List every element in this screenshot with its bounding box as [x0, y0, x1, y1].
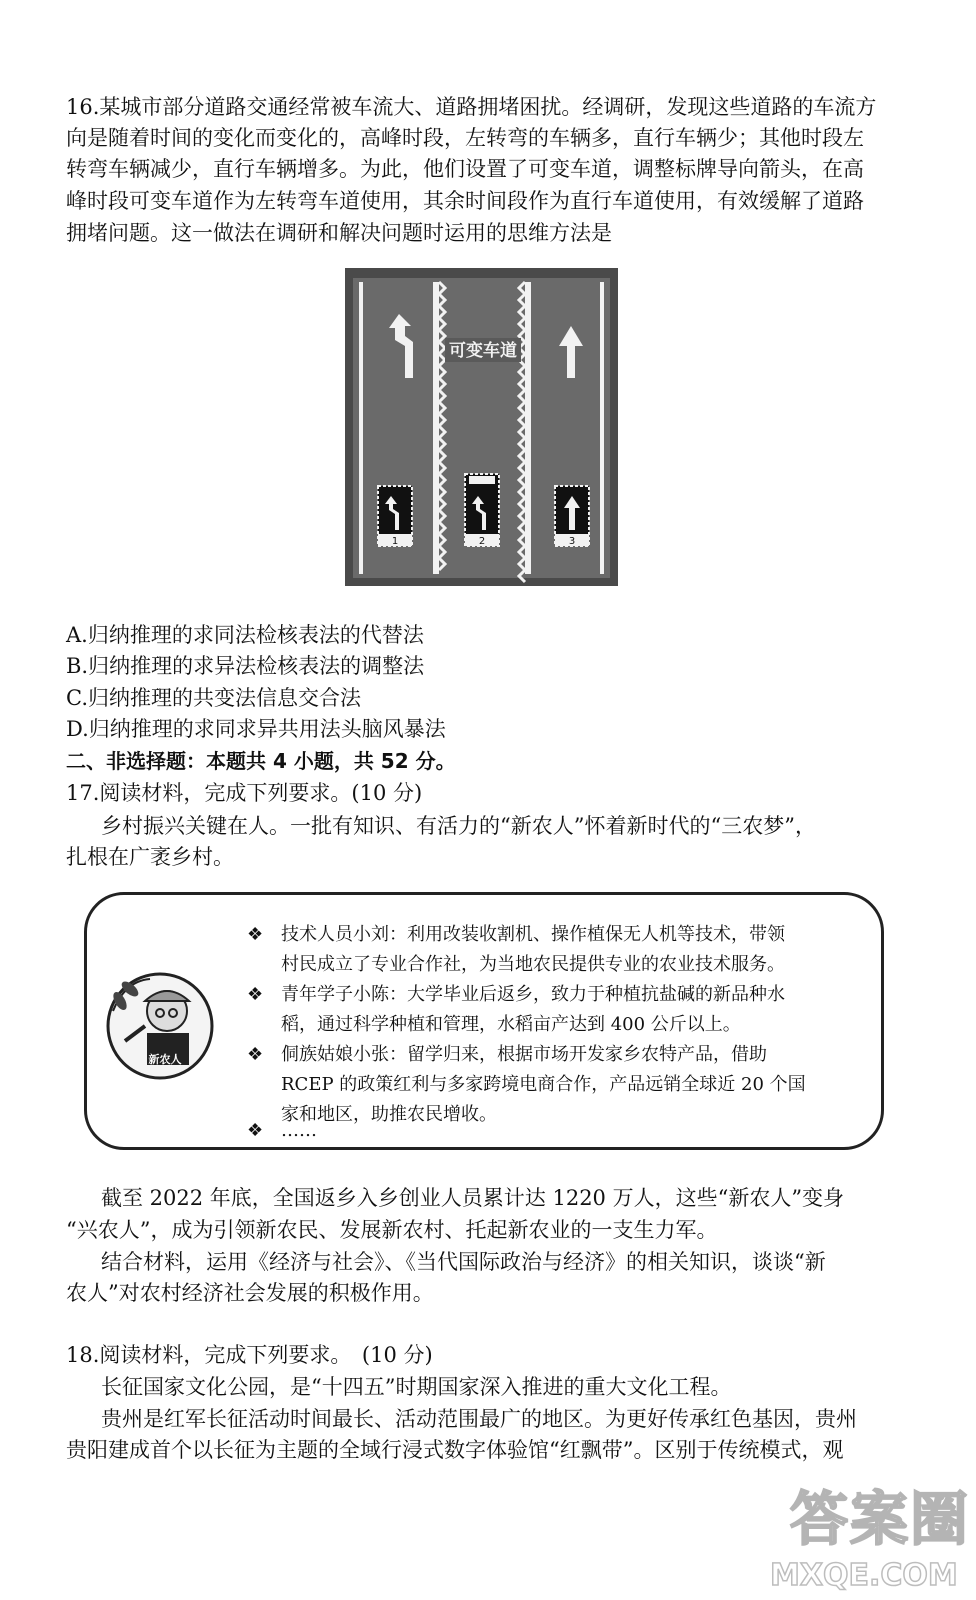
q17-intro-line: 乡村振兴关键在人。一批有知识、有活力的“新农人”怀着新时代的“三农梦”， [101, 814, 816, 838]
bullet-line: 稻，通过科学种植和管理，水稻亩产达到 400 公斤以上。 [281, 1014, 741, 1035]
lane-number: 2 [478, 536, 486, 547]
q18-line: 长征国家文化公园，是“十四五”时期国家深入推进的重大文化工程。 [101, 1375, 732, 1399]
bullet-line: …… [281, 1120, 317, 1141]
q16-line: 拥堵问题。这一做法在调研和解决问题时运用的思维方法是 [66, 221, 612, 245]
q17-after-line: “兴农人”，成为引领新农民、发展新农村、托起新农业的一支生力军。 [66, 1218, 718, 1242]
q16-line: 向是随着时间的变化而变化的，高峰时段，左转弯的车辆多，直行车辆少；其他时段左 [66, 126, 864, 150]
avatar-label: 新农人 [148, 1053, 182, 1066]
lane-edge-line [600, 282, 604, 574]
material-box [84, 892, 884, 1150]
bullet-line: RCEP 的政策红利与多家跨境电商合作，产品远销全球近 20 个国 [281, 1074, 806, 1095]
avatar-illustration [105, 971, 215, 1081]
lane-sign-2 [465, 474, 499, 547]
new-farmer-avatar [105, 971, 215, 1081]
bullet-line: 村民成立了专业合作社，为当地农民提供专业的农业技术服务。 [281, 954, 785, 975]
option-b[interactable]: B.归纳推理的求异法检核表法的调整法 [66, 654, 425, 678]
lane-divider [525, 282, 531, 574]
bullet-line: 青年学子小陈：大学毕业后返乡，致力于种植抗盐碱的新品种水 [281, 984, 785, 1005]
q18-line: 贵阳建成首个以长征为主题的全域行浸式数字体验馆“红飘带”。区别于传统模式，观 [66, 1438, 844, 1462]
lane-divider [433, 282, 439, 574]
lane-number: 1 [391, 536, 399, 547]
variable-lane-road-figure [345, 268, 618, 586]
q17-after-line: 截至 2022 年底，全国返乡入乡创业人员累计达 1220 万人，这些“新农人”变身 [101, 1186, 845, 1210]
sign-top-plate [469, 476, 495, 484]
option-d[interactable]: D.归纳推理的求同求异共用法头脑风暴法 [66, 717, 446, 741]
section-heading: 二、非选择题：本题共 4 小题，共 52 分。 [66, 749, 456, 773]
diamond-bullet-icon: ❖ [247, 1044, 264, 1065]
diamond-bullet-icon: ❖ [247, 924, 264, 945]
lane-sign-1 [378, 486, 412, 547]
road-diagram [345, 268, 618, 586]
watermark-url: MXQE.COM [770, 1558, 958, 1593]
lane-number: 3 [568, 536, 576, 547]
bullet-line: 侗族姑娘小张：留学归来，根据市场开发家乡农特产品，借助 [281, 1044, 767, 1065]
q16-line: 转弯车辆减少，直行车辆增多。为此，他们设置了可变车道，调整标牌导向箭头，在高 [66, 157, 864, 181]
q18-title: 18.阅读材料，完成下列要求。 (10 分) [66, 1343, 433, 1367]
q16-line: 峰时段可变车道作为左转弯车道使用，其余时间段作为直行车道使用，有效缓解了道路 [66, 189, 864, 213]
lane-edge-line [359, 282, 363, 574]
watermark-logo: 答案圈 [790, 1485, 971, 1553]
q17-intro-line: 扎根在广袤乡村。 [66, 845, 234, 869]
diamond-bullet-icon: ❖ [247, 984, 264, 1005]
q18-line: 贵州是红军长征活动时间最长、活动范围最广的地区。为更好传承红色基因，贵州 [101, 1407, 857, 1431]
watermark [770, 1462, 970, 1592]
q17-title: 17.阅读材料，完成下列要求。(10 分) [66, 781, 423, 805]
lane-sign-3 [555, 486, 589, 547]
option-c[interactable]: C.归纳推理的共变法信息交合法 [66, 686, 361, 710]
bullet-line: 家和地区，助推农民增收。 [281, 1104, 497, 1125]
q17-question-line: 结合材料，运用《经济与社会》、《当代国际政治与经济》的相关知识，谈谈“新 [101, 1250, 826, 1274]
q16-line: 16.某城市部分道路交通经常被车流大、道路拥堵困扰。经调研，发现这些道路的车流方 [66, 95, 877, 119]
bullet-line: 技术人员小刘：利用改装收割机、操作植保无人机等技术，带领 [281, 924, 785, 945]
option-a[interactable]: A.归纳推理的求同法检核表法的代替法 [66, 623, 424, 647]
variable-lane-label: 可变车道 [449, 341, 517, 361]
diamond-bullet-icon: ❖ [247, 1120, 264, 1141]
q17-question-line: 农人”对农村经济社会发展的积极作用。 [66, 1281, 434, 1305]
